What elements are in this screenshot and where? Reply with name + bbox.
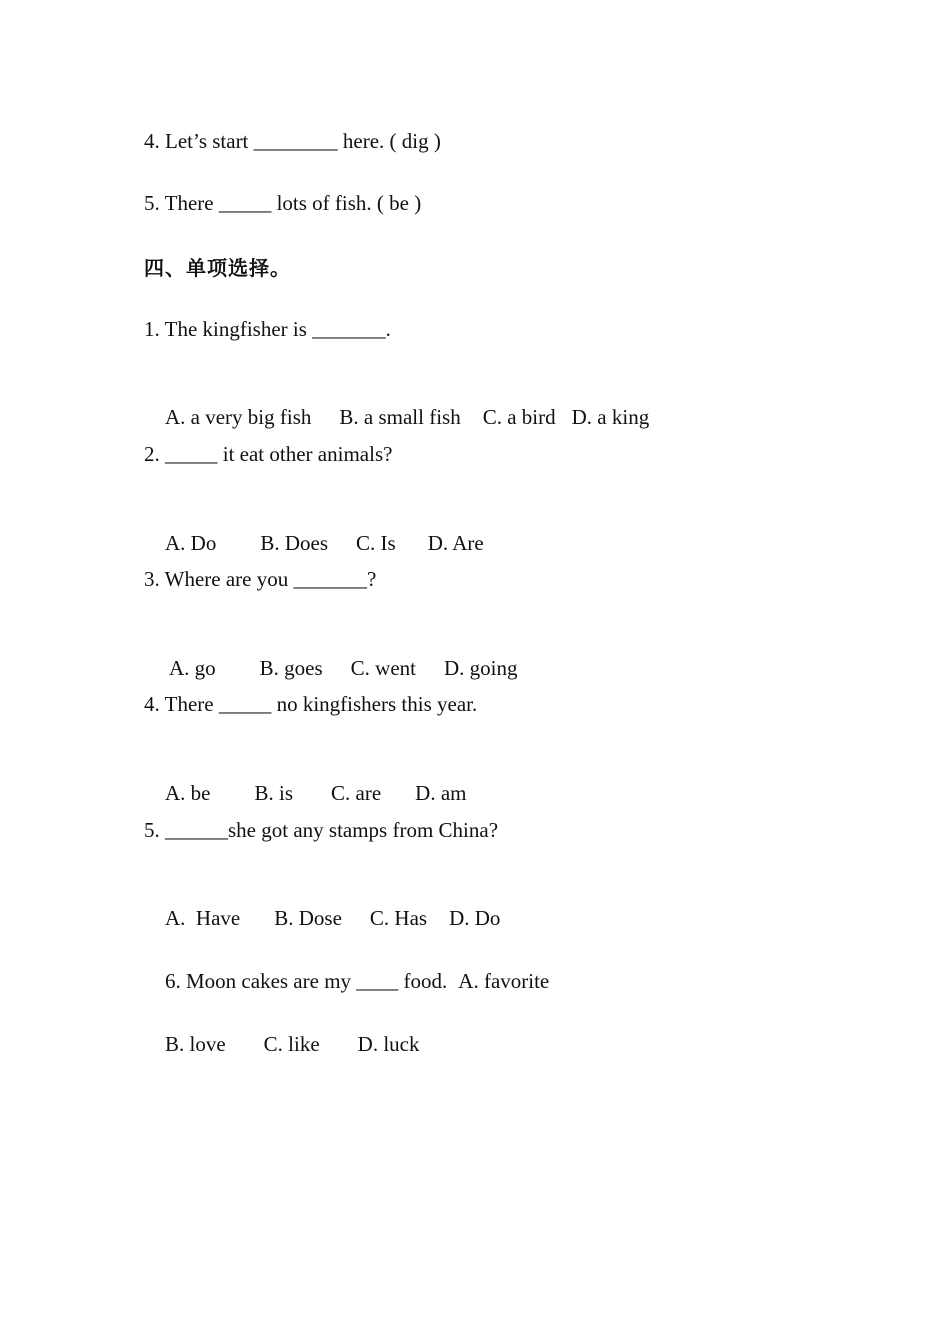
section-title: 四、单项选择。 [144,256,291,280]
option-b: B. love [165,1032,226,1056]
option-d: D. Do [449,906,501,930]
option-c: C. a bird [482,405,556,429]
question-6-text: 6. Moon cakes are my ____ food. [165,969,448,993]
option-b: B. Dose [274,906,342,930]
option-b: B. a small fish [339,405,461,429]
option-d: D. luck [357,1032,420,1056]
option-b: B. goes [259,656,323,680]
option-a: A. be [165,781,211,805]
option-b: B. Does [260,531,329,555]
option-c: C. went [350,656,416,680]
option-a: A. favorite [458,969,550,993]
option-a: A. go [169,656,216,680]
option-d: D. am [415,781,467,805]
option-c: C. like [263,1032,320,1056]
question-6-options [144,1005,420,1083]
question-1-prompt: 1. The kingfisher is _______. [144,317,391,341]
fill-in-question-4: 4. Let’s start ________ here. ( dig ) [144,129,441,153]
question-3-prompt: 3. Where are you _______? [144,567,377,591]
option-b: B. is [254,781,294,805]
option-c: C. Is [356,531,396,555]
question-5-prompt: 5. ______she got any stamps from China? [144,818,499,842]
question-4-prompt: 4. There _____ no kingfishers this year. [144,692,478,716]
option-c: C. Has [369,906,428,930]
option-a: A. a very big fish [165,405,312,429]
option-d: D. a king [571,405,650,429]
question-2-prompt: 2. _____ it eat other animals? [144,442,393,466]
option-a: A. Do [165,531,217,555]
option-d: D. going [444,656,518,680]
fill-in-question-5: 5. There _____ lots of fish. ( be ) [144,191,422,215]
option-c: C. are [331,781,382,805]
option-a: A. Have [165,906,241,930]
option-d: D. Are [427,531,484,555]
